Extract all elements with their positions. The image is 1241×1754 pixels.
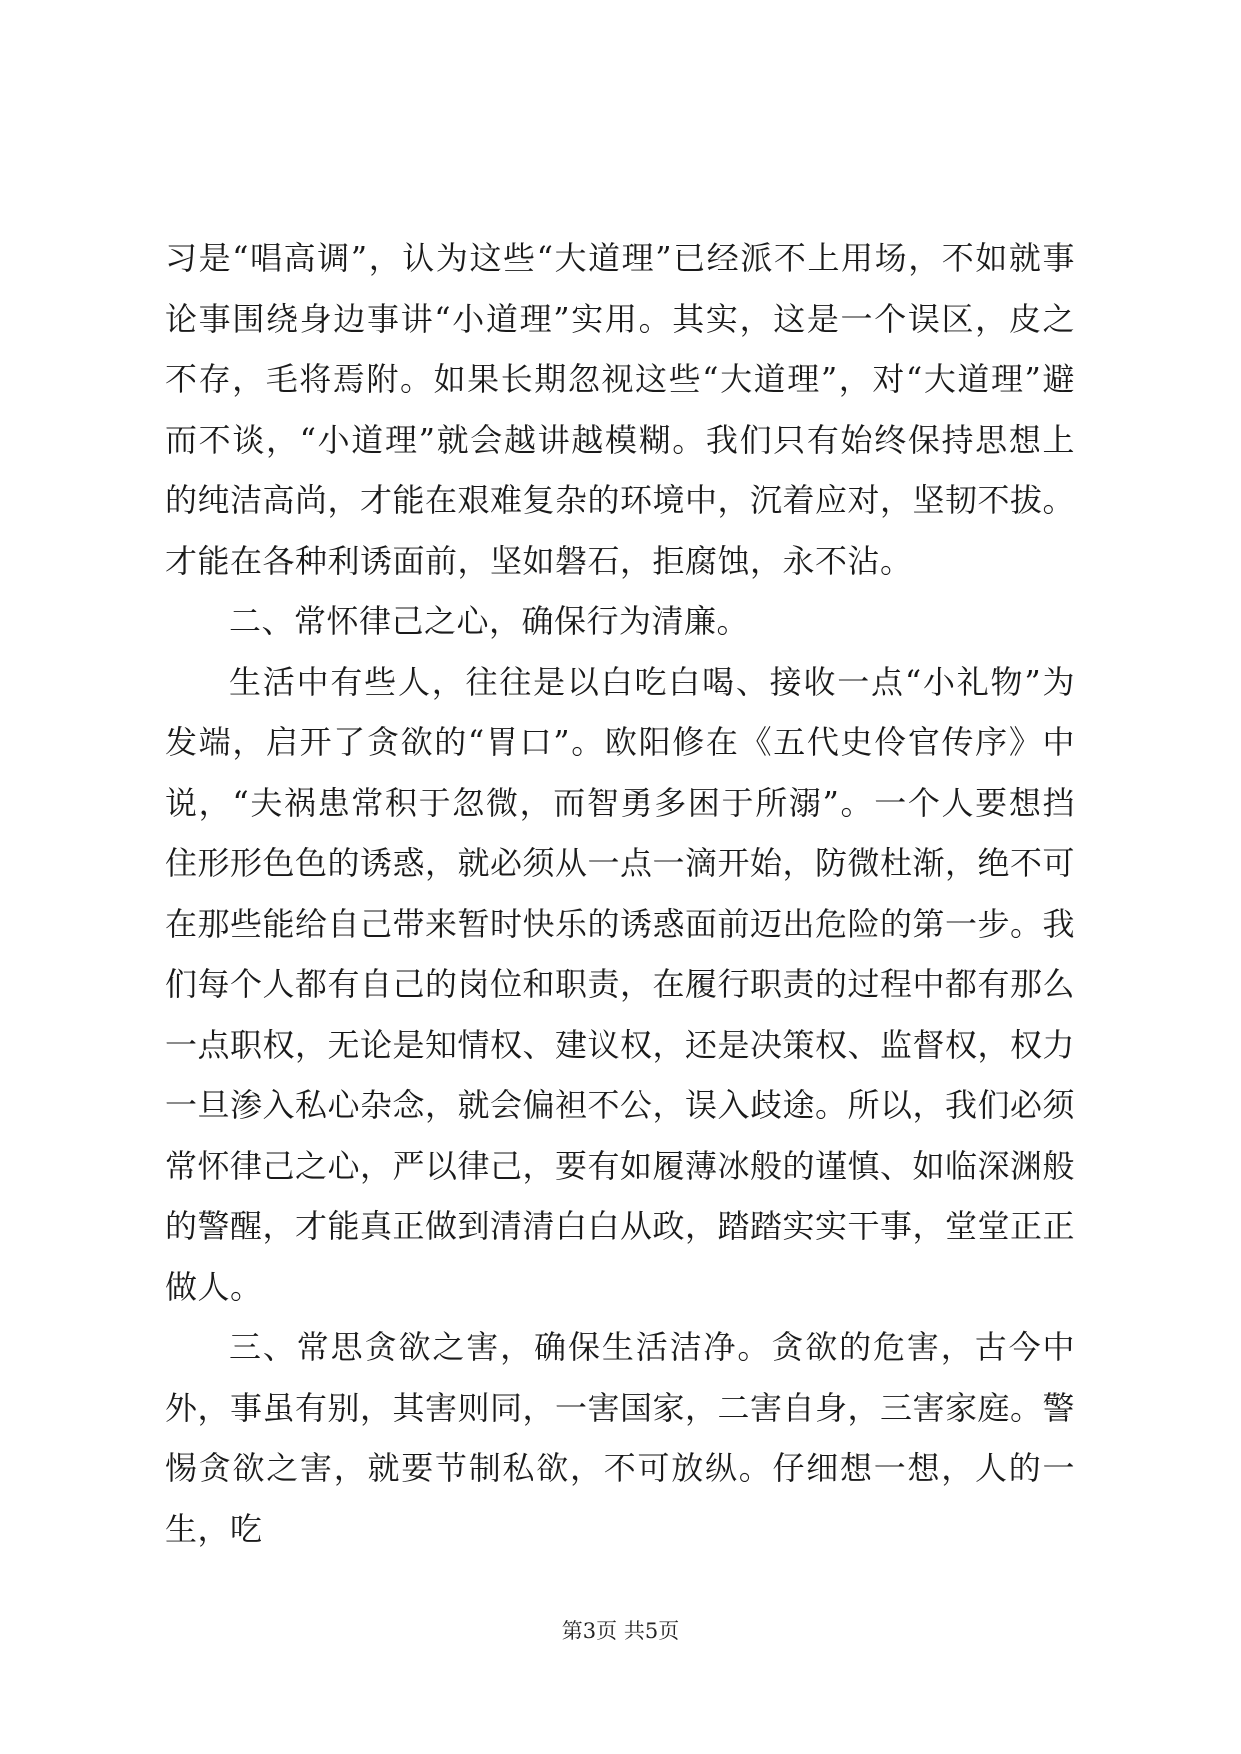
- paragraph-self-discipline: 生活中有些人，往往是以白吃白喝、接收一点“小礼物”为发端，启开了贪欲的“胃口”。欧阳修在《五代史伶官传序》中说，“夫祸患常积于忽微，而智勇多困于所溺”。一个人要想挡住形形色色的诱惑，就必须从一点一滴开始，防微杜渐，绝不可在那些能给自己带来暂时快乐的诱惑面前迈出危险的第一步。我们每个人都有自己的岗位和职责，在履行职责的过程中都有那么一点职权，无论是知情权、建议权，还是决策权、监督权，权力一旦渗入私心杂念，就会偏袒不公，误入歧途。所以，我们必须常怀律己之心，严以律己，要有如履薄冰般的谨慎、如临深渊般的警醒，才能真正做到清清白白从政，踏踏实实干事，堂堂正正做人。: [165, 662, 1076, 1306]
- document-body: [165, 228, 1075, 1559]
- section-heading-two: 二、常怀律己之心，确保行为清廉。: [229, 602, 750, 640]
- section-heading-three: 三、常思贪欲之害，确保生活洁净。贪欲的危害，古今中外，事虽有别，其害则同，一害国家，二害自身，三害家庭。警惕贪欲之害，就要节制私欲，不可放纵。仔细想一想，人的一生，吃: [165, 1328, 1076, 1548]
- paragraph-continuation: 习是“唱高调”，认为这些“大道理”已经派不上用场，不如就事论事围绕身边事讲“小道理”实用。其实，这是一个误区，皮之不存，毛将焉附。如果长期忽视这些“大道理”，对“大道理”避而不谈，“小道理”就会越讲越模糊。我们只有始终保持思想上的纯洁高尚，才能在艰难复杂的环境中，沉着应对，坚韧不拔。才能在各种利诱面前，坚如磐石，拒腐蚀，永不沾。: [165, 239, 1076, 580]
- page-number-footer: 第3页 共5页: [561, 1619, 680, 1643]
